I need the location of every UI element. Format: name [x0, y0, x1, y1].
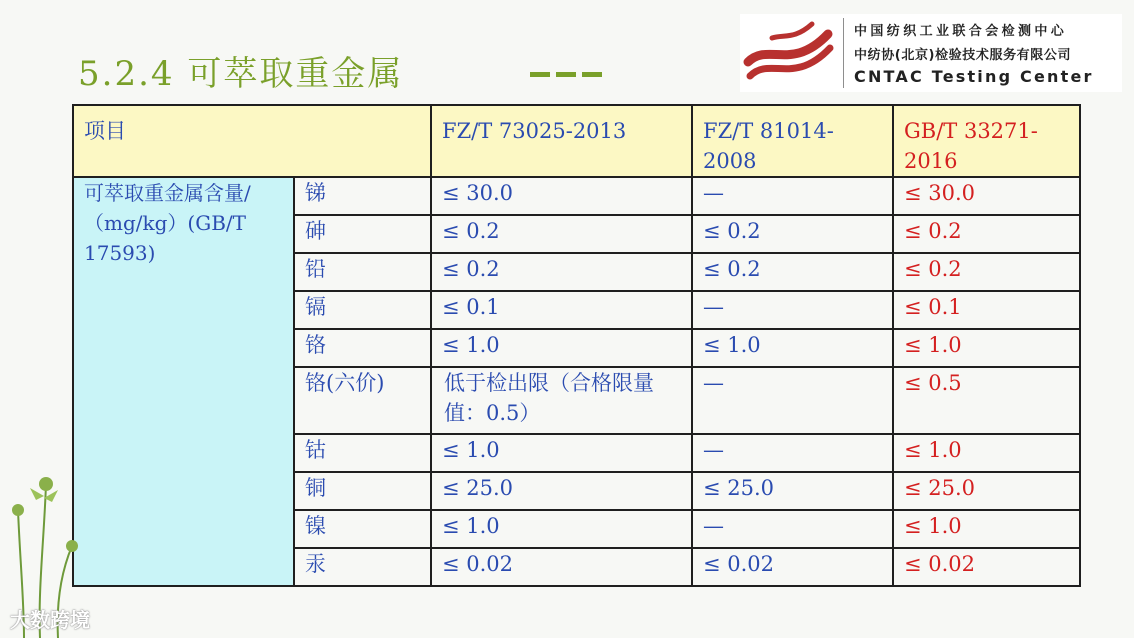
gbt-33271-value: ≤ 0.02	[893, 548, 1080, 586]
metal-name: 镍	[294, 510, 431, 548]
gbt-33271-value: ≤ 1.0	[893, 510, 1080, 548]
fzt-81014-value: —	[692, 177, 893, 215]
table-header-row	[73, 105, 1080, 177]
fzt-81014-value: —	[692, 434, 893, 472]
fzt-81014-value: ≤ 25.0	[692, 472, 893, 510]
header-fzt-73025: FZ/T 73025-2013	[431, 105, 692, 177]
gbt-33271-value: ≤ 0.2	[893, 215, 1080, 253]
metal-name: 铬	[294, 329, 431, 367]
gbt-33271-value: ≤ 0.1	[893, 291, 1080, 329]
slide-title: 5.2.4 可萃取重金属	[78, 54, 404, 94]
metal-name: 砷	[294, 215, 431, 253]
gbt-33271-value: ≤ 1.0	[893, 329, 1080, 367]
metal-name: 铬(六价)	[294, 367, 431, 434]
logo-banner	[740, 14, 1122, 92]
fzt-73025-value: ≤ 0.02	[431, 548, 692, 586]
cntac-logo-icon	[742, 16, 838, 88]
metal-name: 钴	[294, 434, 431, 472]
logo-company-name: 中纺协(北京)检验技术服务有限公司	[854, 48, 1072, 63]
metal-name: 汞	[294, 548, 431, 586]
fzt-73025-value: ≤ 30.0	[431, 177, 692, 215]
gbt-33271-value: ≤ 0.5	[893, 367, 1080, 434]
category-cell: 可萃取重金属含量/（mg/kg）(GB/T 17593)	[73, 177, 294, 586]
watermark-text: 大数跨境	[10, 608, 90, 632]
metal-name: 铜	[294, 472, 431, 510]
fzt-73025-value: ≤ 0.2	[431, 253, 692, 291]
fzt-73025-value: 低于检出限（合格限量值：0.5）	[431, 367, 692, 434]
header-gbt-33271: GB/T 33271-2016	[893, 105, 1080, 177]
gbt-33271-value: ≤ 25.0	[893, 472, 1080, 510]
logo-org-name: 中国纺织工业联合会检测中心	[854, 24, 1068, 39]
fzt-81014-value: —	[692, 367, 893, 434]
header-fzt-81014: FZ/T 81014-2008	[692, 105, 893, 177]
fzt-73025-value: ≤ 1.0	[431, 434, 692, 472]
table-row	[73, 177, 1080, 215]
gbt-33271-value: ≤ 1.0	[893, 434, 1080, 472]
fzt-73025-value: ≤ 1.0	[431, 510, 692, 548]
gbt-33271-value: ≤ 0.2	[893, 253, 1080, 291]
heavy-metals-table	[72, 104, 1081, 587]
fzt-81014-value: —	[692, 291, 893, 329]
fzt-73025-value: ≤ 0.2	[431, 215, 692, 253]
metal-name: 锑	[294, 177, 431, 215]
header-item: 项目	[73, 105, 431, 177]
logo-divider	[843, 18, 844, 88]
fzt-73025-value: ≤ 1.0	[431, 329, 692, 367]
logo-english-name: CNTAC Testing Center	[854, 67, 1094, 86]
fzt-81014-value: ≤ 0.02	[692, 548, 893, 586]
metal-name: 镉	[294, 291, 431, 329]
fzt-81014-value: ≤ 0.2	[692, 215, 893, 253]
fzt-73025-value: ≤ 0.1	[431, 291, 692, 329]
fzt-81014-value: ≤ 1.0	[692, 329, 893, 367]
gbt-33271-value: ≤ 30.0	[893, 177, 1080, 215]
fzt-81014-value: —	[692, 510, 893, 548]
fzt-73025-value: ≤ 25.0	[431, 472, 692, 510]
metal-name: 铅	[294, 253, 431, 291]
fzt-81014-value: ≤ 0.2	[692, 253, 893, 291]
